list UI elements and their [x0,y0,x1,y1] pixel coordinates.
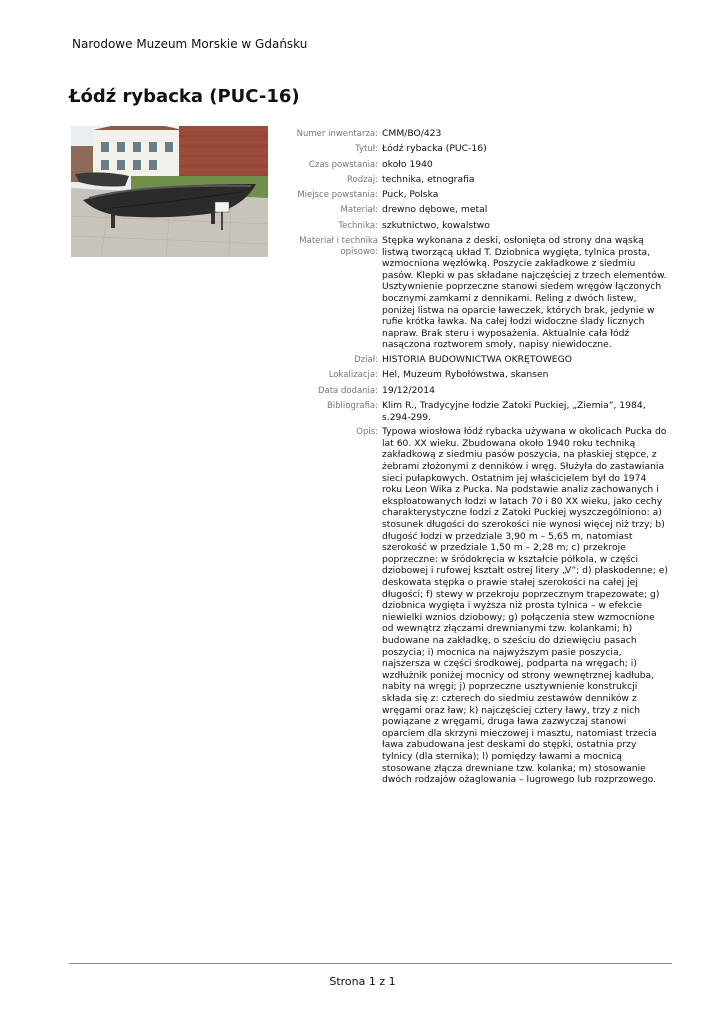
field-label: Opis: [356,427,378,438]
field-label: Materiał: [340,205,378,216]
field-label: Technika: [338,220,378,231]
metadata-row [272,235,672,351]
metadata-row [272,128,672,140]
field-label: Miejsce powstania: [297,190,378,201]
institution-header: Narodowe Muzeum Morskie w Gdańsku [72,37,308,51]
field-value: technika, etnografia [382,173,475,185]
metadata-row [272,400,672,423]
field-value: Puck, Polska [382,189,439,201]
field-label: Dział: [354,355,378,366]
field-label: Materiał i technika opisowo: [299,236,378,258]
field-label: Data dodania: [317,385,378,396]
field-value: Typowa wiosłowa łódź rybacka używana w okolicach Pucka do lat 60. XX wieku. Zbudowana około 1940 roku techniką zakładkową z siedmiu pasów poszycia, na płaskiej stępce, z żebrami złożonymi z denników i wręg. Służyła do zastawiania sieci pułapkowych. Ostatnim jej właścicielem był do 1974 roku Leon Wika z Pucka. Na podstawie analiz zachowanych i eksploatowanych łodzi w latach 70 i 80 XX wieku, jako cechy charakterystyczne łodzi z Zatoki Puckiej wyszczególniono: a) stosunek długości do szerokości nie wynosi więcej niż trzy; b) długość łodzi w przedziale 3,90 m – 5,65 m, natomiast szerokość w przedziale 1,50 m – 2,28 m; c) przekroje poprzeczne: w śródokręcia w kształcie półkola, w części dziobowej i rufowej kształt ostrej litery „V”; d) płaskodenne; e) deskowata stępka o prawie stałej szerokości na całej jej długości; f) stewy w przekroju poprzecznym trapezowate; g) dziobnica wygięta i wyższa niż prosta tylnica – w efekcie niewielki wznios dziobowy; g) połączenia stew wzmocnione od wewnątrz złączami drewnianymi tzw. kolankami; h) budowane na zakładkę, o sześciu do dziewięciu pasach poszycia; i) mocnica na najwyższym pasie poszycia, najszersza w części środkowej, podparta na wręgach; i) wzdłużnik poniżej mocnicy od strony wewnętrznej kadłuba, nabity na wręgi; j) poprzeczne usztywnienie konstrukcji składa się z: czterech do siedmiu zestawów denników z wręgami oraz ław; k) najczęściej cztery ławy, trzy z nich powiązane z wręgami, druga ława zazwyczaj stanowi oparciem dla skrzyni mieczowej i masztu, natomiast trzecia ława zabudowana jest deskami do stępki, ostatnia przy tylnicy (dla sternika); l) pomiędzy ławami a mocnicą stosowane złącza drewniane tzw. kolanka; m) stosowanie dwóch rodzajów ożaglowania – lugrowego lub rozprzowego. [382,426,668,786]
page-title: Łódź rybacka (PUC-16) [69,86,300,107]
field-value: HISTORIA BUDOWNICTWA OKRĘTOWEGO [382,354,572,366]
metadata-row [272,369,672,381]
field-label: Rodzaj: [346,174,378,185]
footer-divider [69,963,672,964]
metadata-table [272,128,672,789]
field-value: Stępka wykonana z deski, osłonięta od strony dna wąską listwą tworzącą układ T. Dziobnica wygięta, tylnica prosta, wzmocniona węzłówką. Poszycie zakładkowe z siedmiu pasów. Klepki w pas składane najczęściej z trzech elementów. Usztywnienie poprzeczne stanowi siedem wręgów łączonych bocznymi zamkami z dennikami. Reling z dwóch listew, poniżej listwa na oparcie ławeczek, których brak, jedynie w rufie krótka ławka. Na całej łodzi widoczne ślady licznych napraw. Brak steru i wyposażenia. Aktualnie cała łódź nasączona roztworem smoły, napisy niewidoczne. [382,235,667,351]
metadata-row [272,143,672,155]
field-value: Klim R., Tradycyjne łodzie Zatoki Puckiej, „Ziemia”, 1984, s.294-299. [382,400,646,423]
field-value: 19/12/2014 [382,384,435,396]
field-label: Tytuł: [355,144,378,155]
page-number: Strona 1 z 1 [329,975,396,988]
object-photo [71,126,268,257]
field-label: Bibliografia: [326,401,378,411]
field-label: Czas powstania: [308,159,378,170]
field-label: Lokalizacja: [328,370,378,381]
field-value: CMM/BO/423 [382,128,442,139]
metadata-row [272,189,672,201]
metadata-row [272,174,672,186]
field-value: Łódź rybacka (PUC-16) [382,143,487,155]
metadata-row [272,354,672,366]
metadata-row [272,159,672,171]
metadata-row [272,204,672,216]
field-label: Numer inwentarza: [296,129,378,139]
metadata-row [272,220,672,232]
metadata-row [272,426,672,785]
field-value: szkutnictwo, kowalstwo [382,219,490,231]
metadata-row [272,385,672,397]
field-value: Hel, Muzeum Rybołówstwa, skansen [382,369,549,381]
field-value: około 1940 [382,158,433,170]
field-value: drewno dębowe, metal [382,204,488,216]
